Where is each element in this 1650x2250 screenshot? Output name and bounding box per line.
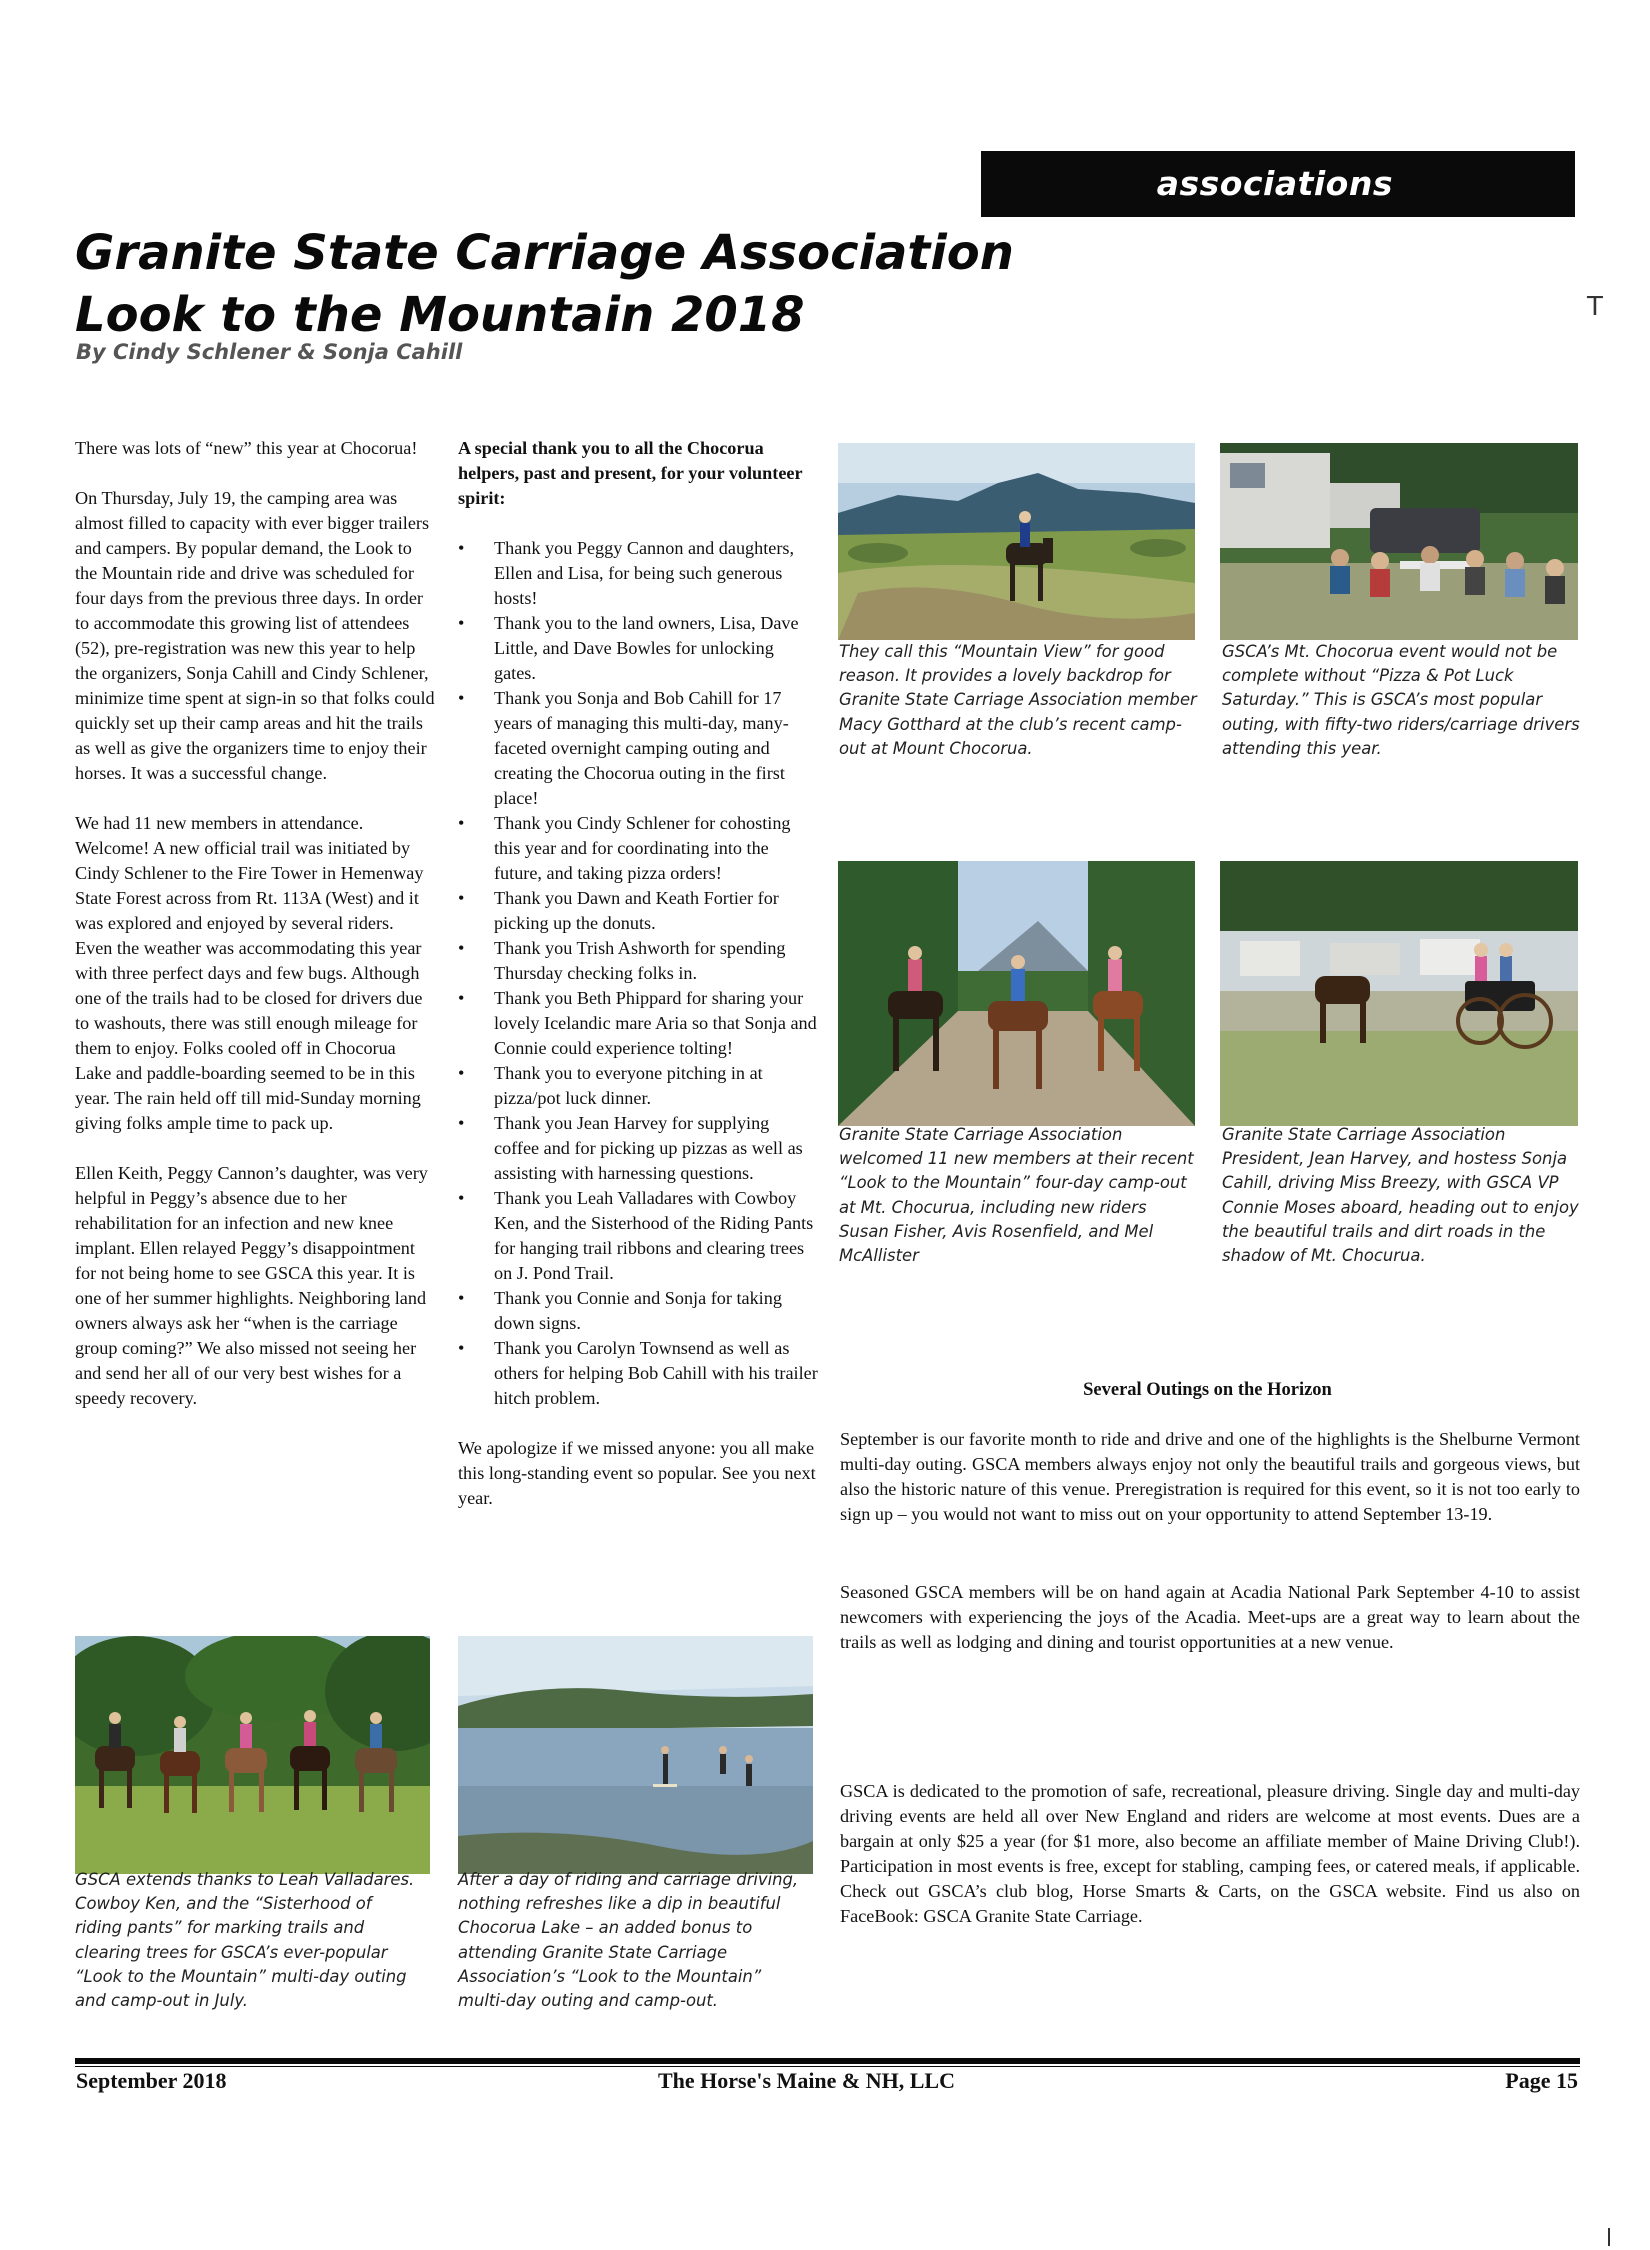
lake-caption: After a day of riding and carriage driving, nothing refreshes like a dip in beautiful Chocorua Lake – an added bonus to attending Granite State Carriage Association’s “Look to the Mountain” multi-day outing and camp-out.	[458, 1870, 799, 2011]
list-item: • Thank you Carolyn Townsend as well as others for helping Bob Cahill with his trailer hitch problem.	[458, 1336, 818, 1411]
riders-group-photo	[75, 1636, 430, 1874]
list-item: • Thank you Beth Phippard for sharing your lovely Icelandic mare Aria so that Sonja and Connie could experience tolting!	[458, 986, 818, 1061]
list-item: • Thank you Dawn and Keath Fortier for picking up the donuts.	[458, 886, 818, 936]
outings-paragraph-1: September is our favorite month to ride and drive and one of the highlights is the Shelburne Vermont multi-day outing. GSCA members always enjoy not only the beautiful trails and gorgeous views, but also the historic nature of this venue. Preregistration is required for this event, so it is not too early to sign up – you would not want to miss out on your opportunity to attend September 13-19.	[840, 1429, 1580, 1524]
footer-publication: The Horse's Maine & NH, LLC	[658, 2068, 955, 2093]
list-item: • Thank you to everyone pitching in at pizza/pot luck dinner.	[458, 1061, 818, 1111]
carriage-caption: Granite State Carriage Association President, Jean Harvey, and hostess Sonja Cahill, driving Miss Breezy, with GSCA VP Connie Moses aboard, heading out to enjoy the beautiful trails and dirt roads in the shadow of Mt. Chocurua.	[1222, 1125, 1579, 1266]
footer-rule-thin	[75, 2066, 1580, 2067]
paragraph: There was lots of “new” this year at Chocorua!	[75, 438, 418, 458]
pot-luck-caption: GSCA’s Mt. Chocorua event would not be complete without “Pizza & Pot Luck Saturday.” This is GSCA’s most popular outing, with fifty-two riders/carriage drivers attending this year.	[1222, 642, 1580, 758]
paragraph: We had 11 new members in attendance. Welcome! A new official trail was initiated by Cindy Schlener to the Fire Tower in Hemenway State Forest across from Rt. 113A (West) and it was explored and enjoyed by several riders. Even the weather was accommodating this year with three perfect days and few bugs. Although one of the trails had to be closed for drivers due to washouts, there was still enough mileage for them to enjoy. Folks cooled off in Chocorua Lake and paddle-boarding seemed to be in this year. The rain held off till mid-Sunday morning giving folks ample time to pack up.	[75, 813, 424, 1133]
section-tag: associations	[981, 151, 1575, 217]
mountain-view-photo	[838, 443, 1195, 640]
outings-paragraph-2: Seasoned GSCA members will be on hand again at Acadia National Park September 4-10 to assist newcomers with experiencing the joys of the Acadia. Meet-ups are a great way to learn about the trails as well as lodging and dining and tourist opportunities at a new venue.	[840, 1582, 1580, 1652]
list-item: • Thank you to the land owners, Lisa, Dave Little, and Dave Bowles for unlocking gates.	[458, 611, 818, 686]
list-item: • Thank you Leah Valladares with Cowboy Ken, and the Sisterhood of the Riding Pants for hanging trail ribbons and clearing trees on J. Pond Trail.	[458, 1186, 818, 1286]
crop-mark	[1608, 2228, 1610, 2246]
outings-heading: Several Outings on the Horizon	[1083, 1380, 1332, 1400]
list-item: • Thank you Cindy Schlener for cohosting this year and for coordinating into the future, and taking pizza orders!	[458, 811, 818, 886]
lake-photo	[458, 1636, 813, 1874]
riders-group-caption: GSCA extends thanks to Leah Valladares. Cowboy Ken, and the “Sisterhood of riding pants” for marking trails and clearing trees for GSCA’s ever-popular “Look to the Mountain” multi-day outing and camp-out in July.	[75, 1870, 415, 2011]
new-members-caption: Granite State Carriage Association welcomed 11 new members at their recent “Look to the Mountain” four-day camp-out at Mt. Chocurua, including new riders Susan Fisher, Avis Rosenfield, and Mel McAllister	[839, 1125, 1194, 1266]
title-line-1: Granite State Carriage Association	[75, 225, 1014, 281]
column-2	[458, 436, 818, 1536]
thanks-list	[458, 536, 818, 1411]
footer-date: September 2018	[76, 2068, 227, 2093]
title-line-2: Look to the Mountain 2018	[75, 287, 805, 343]
corner-mark: T	[1587, 292, 1603, 322]
footer-rule	[75, 2058, 1580, 2064]
article-title	[75, 222, 1035, 346]
paragraph: On Thursday, July 19, the camping area was almost filled to capacity with ever bigger trailers and campers. By popular demand, the Look to the Mountain ride and drive was scheduled for four days from the previous three days. In order to accommodate this growing list of attendees (52), pre-registration was new this year to help the organizers, Sonja Cahill and Cindy Schlener, minimize time spent at sign-in so that folks could quickly set up their camp areas and hit the trails as well as give the organizers time to enjoy their horses. It was a successful change.	[75, 488, 435, 783]
carriage-photo	[1220, 861, 1578, 1126]
column-1	[75, 436, 435, 1436]
list-item: • Thank you Jean Harvey for supplying coffee and for picking up pizzas as well as assisting with harnessing questions.	[458, 1111, 818, 1186]
list-item: • Thank you Trish Ashworth for spending Thursday checking folks in.	[458, 936, 818, 986]
new-members-photo	[838, 861, 1195, 1126]
paragraph: Ellen Keith, Peggy Cannon’s daughter, was very helpful in Peggy’s absence due to her rehabilitation for an infection and new knee implant. Ellen relayed Peggy’s disappointment for not being home to see GSCA this year. It is one of her summer highlights. Neighboring land owners always ask her “when is the carriage group coming?” We also missed not seeing her and send her all of our very best wishes for a speedy recovery.	[75, 1163, 428, 1408]
footer-page-number: Page 15	[1505, 2068, 1578, 2093]
thanks-intro: A special thank you to all the Chocorua helpers, past and present, for your volunteer spirit:	[458, 438, 803, 508]
list-item: • Thank you Sonja and Bob Cahill for 17 years of managing this multi-day, many-faceted overnight camping outing and creating the Chocorua outing in the first place!	[458, 686, 818, 811]
byline: By Cindy Schlener & Sonja Cahill	[76, 340, 463, 364]
mountain-view-caption: They call this “Mountain View” for good reason. It provides a lovely backdrop for Granite State Carriage Association member Macy Gotthard at the club’s recent camp-out at Mount Chocorua.	[839, 642, 1197, 758]
pot-luck-photo	[1220, 443, 1578, 640]
closing-paragraph: We apologize if we missed anyone: you all make this long-standing event so popular. See you next year.	[458, 1438, 816, 1508]
gsca-mission-paragraph: GSCA is dedicated to the promotion of safe, recreational, pleasure driving. Single day and multi-day driving events are held all over New England and riders are welcome at most events. Dues are a bargain at only $25 a year (for $1 more, also become an affiliate member of Maine Driving Club!). Participation in most events is free, except for stabling, camping fees, or catered meals, if applicable. Check out GSCA’s club blog, Horse Smarts & Carts, on the GSCA website. Find us also on FaceBook: GSCA Granite State Carriage.	[840, 1781, 1580, 1926]
list-item: • Thank you Connie and Sonja for taking down signs.	[458, 1286, 818, 1336]
list-item: • Thank you Peggy Cannon and daughters, Ellen and Lisa, for being such generous hosts!	[458, 536, 818, 611]
